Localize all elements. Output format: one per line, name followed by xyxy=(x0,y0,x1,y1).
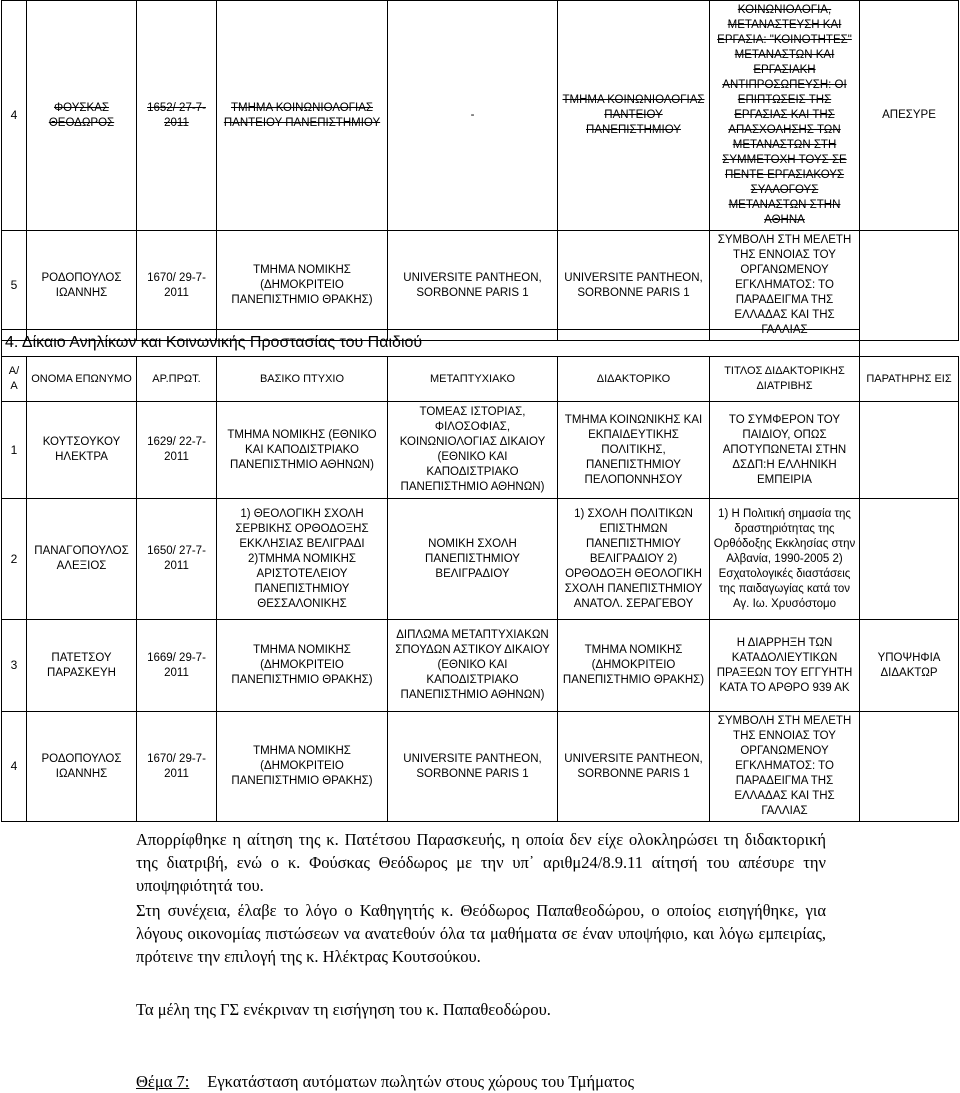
phd-institution: UNIVERSITE PANTHEON, SORBONNE PARIS 1 xyxy=(558,712,710,822)
master-degree: ΔΙΠΛΩΜΑ ΜΕΤΑΠΤΥΧΙΑΚΩΝ ΣΠΟΥΔΩΝ ΑΣΤΙΚΟΥ ΔΙΚΑΙΟΥ (ΕΘΝΙΚΟ ΚΑΙ ΚΑΠΟΔΙΣΤΡΙΑΚΟ ΠΑΝΕΠΙΣΤΗΜΙΟ ΑΘΗΝΩΝ) xyxy=(388,620,558,712)
row-number: 4 xyxy=(2,1,27,231)
basic-degree: ΤΜΗΜΑ ΝΟΜΙΚΗΣ (ΕΘΝΙΚΟ ΚΑΙ ΚΑΠΟΔΙΣΤΡΙΑΚΟ ΠΑΝΕΠΙΣΤΗΜΙΟ ΑΘΗΝΩΝ) xyxy=(217,402,388,499)
topic-text: Εγκατάσταση αυτόματων πωλητών στους χώρους του Τμήματος xyxy=(207,1072,635,1091)
phd-institution: UNIVERSITE PANTHEON, SORBONNE PARIS 1 xyxy=(558,231,710,341)
dissertation-title: ΤΟ ΣΥΜΦΕΡΟΝ ΤΟΥ ΠΑΙΔΙΟΥ, ΟΠΩΣ ΑΠΟΤΥΠΩΝΕΤΑΙ ΣΤΗΝ ΔΣΔΠ:Η ΕΛΛΗΝΙΚΗ ΕΜΠΕΙΡΙΑ xyxy=(710,402,860,499)
protocol-number: 1629/ 22-7-2011 xyxy=(137,402,217,499)
applicants-table-previous xyxy=(1,0,959,341)
phd-institution: ΤΜΗΜΑ ΚΟΙΝΩΝΙΟΛΟΓΙΑΣ ΠΑΝΤΕΙΟΥ ΠΑΝΕΠΙΣΤΗΜΙΟΥ xyxy=(558,1,710,231)
header-phd: ΔΙΔΑΚΤΟΡΙΚΟ xyxy=(558,357,710,402)
header-master: ΜΕΤΑΠΤΥΧΙΑΚΟ xyxy=(388,357,558,402)
notes xyxy=(860,499,959,620)
section-heading: 4. Δίκαιο Ανηλίκων και Κοινωνικής Προστασίας του Παιδιού xyxy=(1,329,860,356)
protocol-number: 1670/ 29-7-2011 xyxy=(137,712,217,822)
applicant-name: ΠΑΤΕΤΣΟΥ ΠΑΡΑΣΚΕΥΗ xyxy=(27,620,137,712)
applicant-name: ΠΑΝΑΓΟΠΟΥΛΟΣ ΑΛΕΞΙΟΣ xyxy=(27,499,137,620)
table-row xyxy=(2,402,959,499)
row-number: 2 xyxy=(2,499,27,620)
header-name: ΟΝΟΜΑ ΕΠΩΝΥΜΟ xyxy=(27,357,137,402)
basic-degree: ΤΜΗΜΑ ΝΟΜΙΚΗΣ (ΔΗΜΟΚΡΙΤΕΙΟ ΠΑΝΕΠΙΣΤΗΜΙΟ ΘΡΑΚΗΣ) xyxy=(217,231,388,341)
paragraph-proposal: Στη συνέχεια, έλαβε το λόγο ο Καθηγητής κ. Θεόδωρος Παπαθεοδώρου, ο οποίος εισηγήθηκε, για λόγους οικονομίας πιστώσεων να ανατεθούν όλα τα μαθήματα σε έναν υποψήφιο, και λόγω εμπειρίας, πρότεινε την επιλογή της κ. Ηλέκτρας Κουτσούκου. xyxy=(136,901,826,966)
phd-institution: ΤΜΗΜΑ ΝΟΜΙΚΗΣ (ΔΗΜΟΚΡΙΤΕΙΟ ΠΑΝΕΠΙΣΤΗΜΙΟ ΘΡΑΚΗΣ) xyxy=(558,620,710,712)
notes xyxy=(860,712,959,822)
applicant-name: ΚΟΥΤΣΟΥΚΟΥ ΗΛΕΚΤΡΑ xyxy=(27,402,137,499)
protocol-number: 1669/ 29-7-2011 xyxy=(137,620,217,712)
row-number: 5 xyxy=(2,231,27,341)
topic-label: Θέμα 7: xyxy=(136,1072,190,1091)
table-row xyxy=(2,231,959,341)
header-notes: ΠΑΡΑΤΗΡΗΣ ΕΙΣ xyxy=(860,357,959,402)
protocol-number: 1670/ 29-7-2011 xyxy=(137,231,217,341)
header-basic: ΒΑΣΙΚΟ ΠΤΥΧΙΟ xyxy=(217,357,388,402)
applicant-name: ΡΟΔΟΠΟΥΛΟΣ ΙΩΑΝΝΗΣ xyxy=(27,712,137,822)
notes: ΑΠΕΣΥΡΕ xyxy=(860,1,959,231)
master-degree: - xyxy=(388,1,558,231)
table-row xyxy=(2,499,959,620)
header-prot: ΑΡ.ΠΡΩΤ. xyxy=(137,357,217,402)
notes: ΥΠΟΨΗΦΙΑ ΔΙΔΑΚΤΩΡ xyxy=(860,620,959,712)
master-degree: UNIVERSITE PANTHEON, SORBONNE PARIS 1 xyxy=(388,712,558,822)
paragraph-approval: Τα μέλη της ΓΣ ενέκριναν τη εισήγηση του κ. Παπαθεοδώρου. xyxy=(136,1000,551,1019)
header-title: ΤΙΤΛΟΣ ΔΙΔΑΚΤΟΡΙΚΗΣ ΔΙΑΤΡΙΒΗΣ xyxy=(710,357,860,402)
table-row xyxy=(2,712,959,822)
notes xyxy=(860,231,959,341)
applicant-name: ΡΟΔΟΠΟΥΛΟΣ ΙΩΑΝΝΗΣ xyxy=(27,231,137,341)
dissertation-title: ΚΟΙΝΩΝΙΟΛΟΓΙΑ, ΜΕΤΑΝΑΣΤΕΥΣΗ ΚΑΙ ΕΡΓΑΣΙΑ: "ΚΟΙΝΟΤΗΤΕΣ" ΜΕΤΑΝΑΣΤΩΝ ΚΑΙ ΕΡΓΑΣΙΑΚΗ ΑΝΤΙΠΡΟΣΩΠΕΥΣΗ: ΟΙ ΕΠΙΠΤΩΣΕΙΣ ΤΗΣ ΕΡΓΑΣΙΑΣ ΚΑΙ ΤΗΣ ΑΠΑΣΧΟΛΗΣΗΣ ΤΩΝ ΜΕΤΑΝΑΣΤΩΝ ΣΤΗ ΣΥΜΜΕΤΟΧΗ ΤΟΥΣ ΣΕ ΠΕΝΤΕ ΕΡΓΑΣΙΑΚΟΥΣ ΣΥΛΛΟΓΟΥΣ ΜΕΤΑΝΑΣΤΩΝ ΣΤΗΝ ΑΘΗΝΑ xyxy=(710,1,860,231)
header-num: Α/ Α xyxy=(2,357,27,402)
table-row xyxy=(2,1,959,231)
table-header-row xyxy=(2,357,959,402)
master-degree: UNIVERSITE PANTHEON, SORBONNE PARIS 1 xyxy=(388,231,558,341)
protocol-number: 1650/ 27-7-2011 xyxy=(137,499,217,620)
paragraph-rejection: Απορρίφθηκε η αίτηση της κ. Πατέτσου Παρασκευής, η οποία δεν είχε ολοκληρώσει τη διδακτορική της διατριβή, ενώ ο κ. Φούσκας Θεόδωρος με την υπ᾽ αριθμ24/8.9.11 αίτησή του απέσυρε την υποψηφιότητά του. xyxy=(136,830,826,895)
dissertation-title: ΣΥΜΒΟΛΗ ΣΤΗ ΜΕΛΕΤΗ ΤΗΣ ΕΝΝΟΙΑΣ ΤΟΥ ΟΡΓΑΝΩΜΕΝΟΥ ΕΓΚΛΗΜΑΤΟΣ: ΤΟ ΠΑΡΑΔΕΙΓΜΑ ΤΗΣ ΕΛΛΑΔΑΣ ΚΑΙ ΤΗΣ ΓΑΛΛΙΑΣ xyxy=(710,712,860,822)
dissertation-title: ΣΥΜΒΟΛΗ ΣΤΗ ΜΕΛΕΤΗ ΤΗΣ ΕΝΝΟΙΑΣ ΤΟΥ ΟΡΓΑΝΩΜΕΝΟΥ ΕΓΚΛΗΜΑΤΟΣ: ΤΟ ΠΑΡΑΔΕΙΓΜΑ ΤΗΣ ΕΛΛΑΔΑΣ ΚΑΙ ΤΗΣ ΓΑΛΛΙΑΣ xyxy=(710,231,860,341)
row-number: 4 xyxy=(2,712,27,822)
basic-degree: ΤΜΗΜΑ ΝΟΜΙΚΗΣ (ΔΗΜΟΚΡΙΤΕΙΟ ΠΑΝΕΠΙΣΤΗΜΙΟ ΘΡΑΚΗΣ) xyxy=(217,712,388,822)
protocol-number: 1652/ 27-7-2011 xyxy=(137,1,217,231)
dissertation-title: 1) Η Πολιτική σημασία της δραστηριότητας της Ορθόδοξης Εκκλησίας στην Αλβανία, 1990-2005 2) Εσχατολογικές διαστάσεις της παιδαγωγίας κατά τον Αγ. Ιω. Χρυσόστομο xyxy=(710,499,860,620)
basic-degree: ΤΜΗΜΑ ΝΟΜΙΚΗΣ (ΔΗΜΟΚΡΙΤΕΙΟ ΠΑΝΕΠΙΣΤΗΜΙΟ ΘΡΑΚΗΣ) xyxy=(217,620,388,712)
phd-institution: ΤΜΗΜΑ ΚΟΙΝΩΝΙΚΗΣ ΚΑΙ ΕΚΠΑΙΔΕΥΤΙΚΗΣ ΠΟΛΙΤΙΚΗΣ, ΠΑΝΕΠΙΣΤΗΜΙΟΥ ΠΕΛΟΠΟΝΝΗΣΟΥ xyxy=(558,402,710,499)
phd-institution: 1) ΣΧΟΛΗ ΠΟΛΙΤΙΚΩΝ ΕΠΙΣΤΗΜΩΝ ΠΑΝΕΠΙΣΤΗΜΙΟΥ ΒΕΛΙΓΡΑΔΙΟΥ 2) ΟΡΘΟΔΟΞΗ ΘΕΟΛΟΓΙΚΗ ΣΧΟΛΗ ΠΑΝΕΠΙΣΤΗΜΙΟΥ ΑΝΑΤΟΛ. ΣΕΡΑΓΕΒΟΥ xyxy=(558,499,710,620)
basic-degree: 1) ΘΕΟΛΟΓΙΚΗ ΣΧΟΛΗ ΣΕΡΒΙΚΗΣ ΟΡΘΟΔΟΞΗΣ ΕΚΚΛΗΣΙΑΣ ΒΕΛΙΓΡΑΔΙ 2)ΤΜΗΜΑ ΝΟΜΙΚΗΣ ΑΡΙΣΤΟΤΕΛΕΙΟΥ ΠΑΝΕΠΙΣΤΗΜΙΟΥ ΘΕΣΣΑΛΟΝΙΚΗΣ xyxy=(217,499,388,620)
notes xyxy=(860,402,959,499)
agenda-topic xyxy=(136,1070,634,1093)
applicant-name: ΦΟΥΣΚΑΣ ΘΕΟΔΩΡΟΣ xyxy=(27,1,137,231)
dissertation-title: Η ΔΙΑΡΡΗΞΗ ΤΩΝ ΚΑΤΑΔΟΛΙΕΥΤΙΚΩΝ ΠΡΑΞΕΩΝ ΤΟΥ ΕΓΓΥΗΤΗ ΚΑΤΑ ΤΟ ΑΡΘΡΟ 939 ΑΚ xyxy=(710,620,860,712)
table-row xyxy=(2,620,959,712)
row-number: 1 xyxy=(2,402,27,499)
basic-degree: ΤΜΗΜΑ ΚΟΙΝΩΝΙΟΛΟΓΙΑΣ ΠΑΝΤΕΙΟΥ ΠΑΝΕΠΙΣΤΗΜΙΟΥ xyxy=(217,1,388,231)
master-degree: ΝΟΜΙΚΗ ΣΧΟΛΗ ΠΑΝΕΠΙΣΤΗΜΙΟΥ ΒΕΛΙΓΡΑΔΙΟΥ xyxy=(388,499,558,620)
row-number: 3 xyxy=(2,620,27,712)
master-degree: ΤΟΜΕΑΣ ΙΣΤΟΡΙΑΣ, ΦΙΛΟΣΟΦΙΑΣ, ΚΟΙΝΩΝΙΟΛΟΓΙΑΣ ΔΙΚΑΙΟΥ (ΕΘΝΙΚΟ ΚΑΙ ΚΑΠΟΔΙΣΤΡΙΑΚΟ ΠΑΝΕΠΙΣΤΗΜΙΟ ΑΘΗΝΩΝ) xyxy=(388,402,558,499)
applicants-table-section-4 xyxy=(1,356,959,822)
